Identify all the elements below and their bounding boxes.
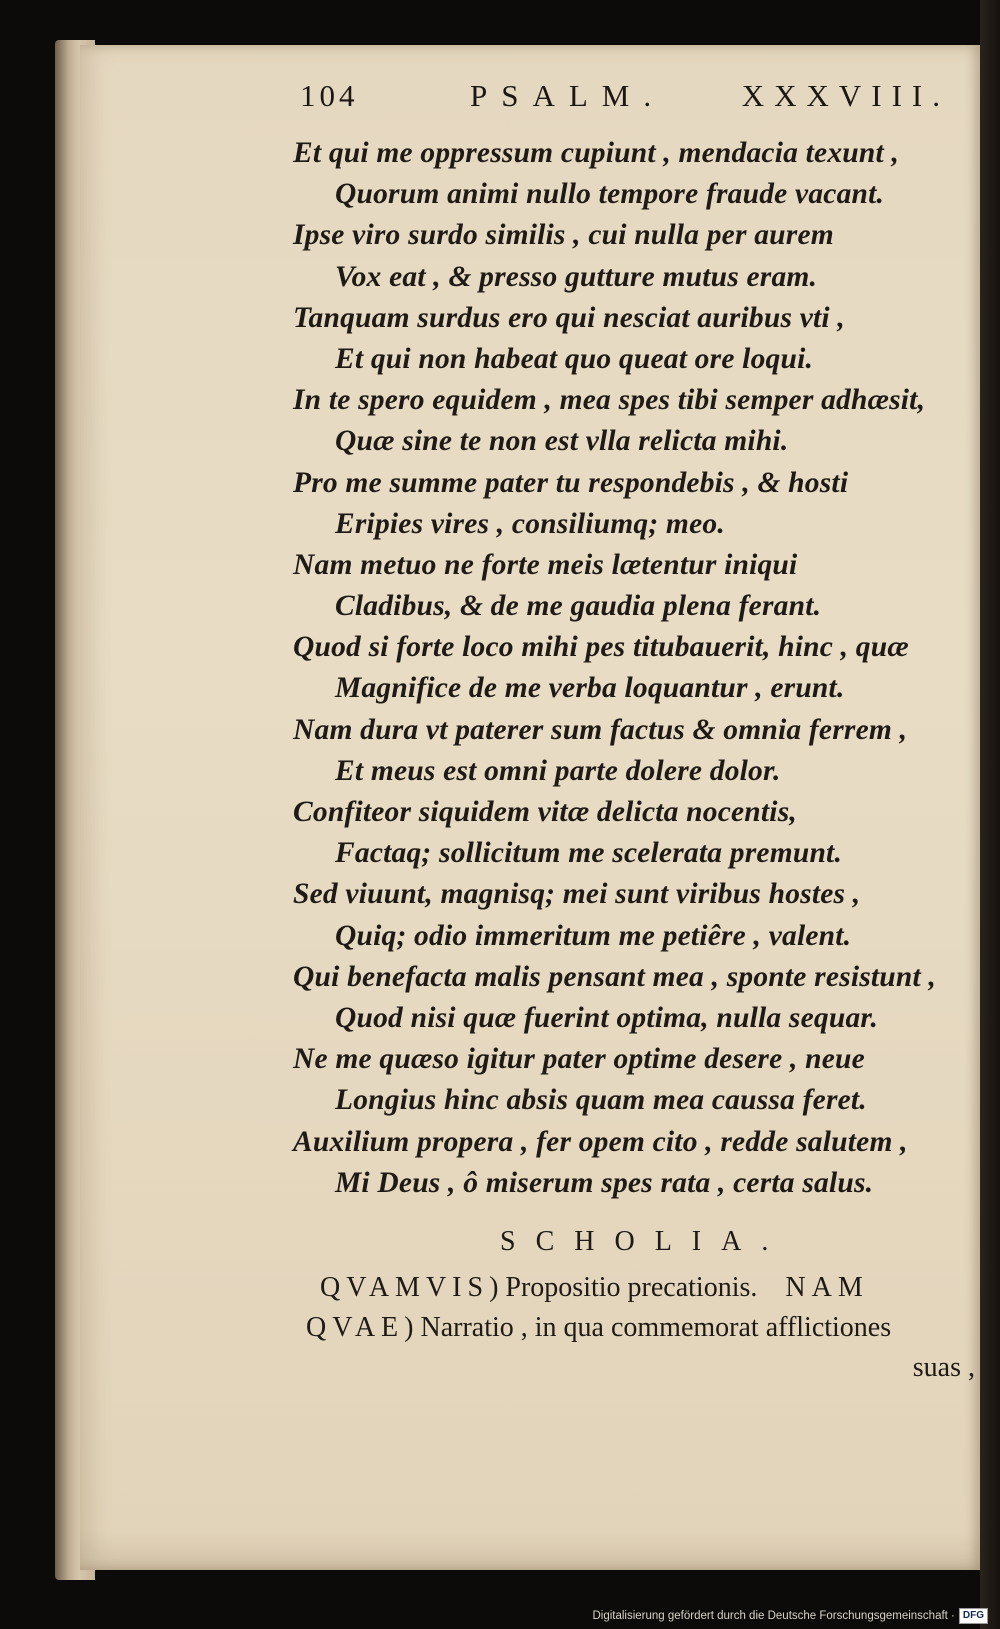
page-number: 104 [300, 78, 359, 113]
scholia-line: suas , [912, 1352, 975, 1383]
scholia-line [320, 1272, 980, 1304]
scholia-lemma: NAM [785, 1272, 869, 1303]
scholia-line [306, 1312, 966, 1344]
verse-line: Tanquam surdus ero qui nesciat auribus vti , [293, 301, 845, 334]
verse-line: Factaq; sollicitum me scelerata premunt. [335, 837, 843, 870]
scholia-heading: SCHOLIA. [500, 1226, 789, 1257]
verse-line: Quæ sine te non est vlla relicta mihi. [335, 425, 789, 458]
verse-line: Qui benefacta malis pensant mea , sponte resistunt , [293, 960, 937, 993]
verse-line: Et meus est omni parte dolere dolor. [335, 754, 781, 787]
psalm-number: XXXVIII. [741, 78, 950, 113]
verse-line: Quiq; odio immeritum me petiêre , valent. [335, 919, 852, 952]
verse-line: Sed viuunt, magnisq; mei sunt viribus hostes , [293, 878, 861, 911]
verse-line: Et qui me oppressum cupiunt , mendacia texunt , [293, 137, 900, 169]
verse-line: Nam metuo ne forte meis lætentur iniqui [293, 548, 798, 581]
verse-line: Vox eat , & presso gutture mutus eram. [335, 260, 818, 293]
verse-line: Cladibus, & de me gaudia plena ferant. [335, 590, 822, 623]
digitization-footer [592, 1607, 988, 1625]
verse-line: Ipse viro surdo similis , cui nulla per aurem [293, 219, 834, 252]
verse-line: Longius hinc absis quam mea caussa feret. [335, 1084, 867, 1117]
scholia-text: ) Propositio precationis. [489, 1272, 758, 1303]
verse-line: Nam dura vt paterer sum factus & omnia ferrem , [293, 713, 908, 746]
scholia-lemma: QVAE [306, 1312, 405, 1343]
verse-line: Confiteor siquidem vitæ delicta nocentis, [293, 796, 797, 828]
running-header [300, 78, 960, 122]
verse-line: Magnifice de me verba loquantur , erunt. [335, 672, 845, 705]
verse-line: Mi Deus , ô miserum spes rata , certa salus. [335, 1166, 874, 1199]
verse-line: In te spero equidem , mea spes tibi semper adhæsit, [293, 384, 926, 417]
verse-line: Quod si forte loco mihi pes titubauerit, hinc , quæ [293, 631, 909, 664]
verse-line: Quod nisi quæ fuerint optima, nulla sequar. [335, 1001, 879, 1034]
scholia-text: ) Narratio , in qua commemorat afflictiones [404, 1312, 892, 1343]
footer-credit: Digitalisierung gefördert durch die Deutsche Forschungsgemeinschaft · [592, 1610, 955, 1622]
running-title: PSALM. [470, 78, 666, 113]
verse-line: Pro me summe pater tu respondebis , & hosti [293, 466, 849, 499]
verse-line: Ne me quæso igitur pater optime desere , neue [293, 1043, 865, 1076]
verse-line: Eripies vires , consiliumq; meo. [335, 507, 725, 540]
verse-text [293, 133, 973, 1204]
scholia-lemma: QVAMVIS [320, 1272, 490, 1303]
verse-line: Auxilium propera , fer opem cito , redde salutem , [293, 1125, 908, 1158]
book-spine-edge [980, 0, 1000, 1629]
verse-line: Et qui non habeat quo queat ore loqui. [335, 342, 814, 375]
verse-line: Quorum animi nullo tempore fraude vacant. [335, 178, 885, 211]
dfg-logo-icon: DFG [959, 1608, 988, 1624]
